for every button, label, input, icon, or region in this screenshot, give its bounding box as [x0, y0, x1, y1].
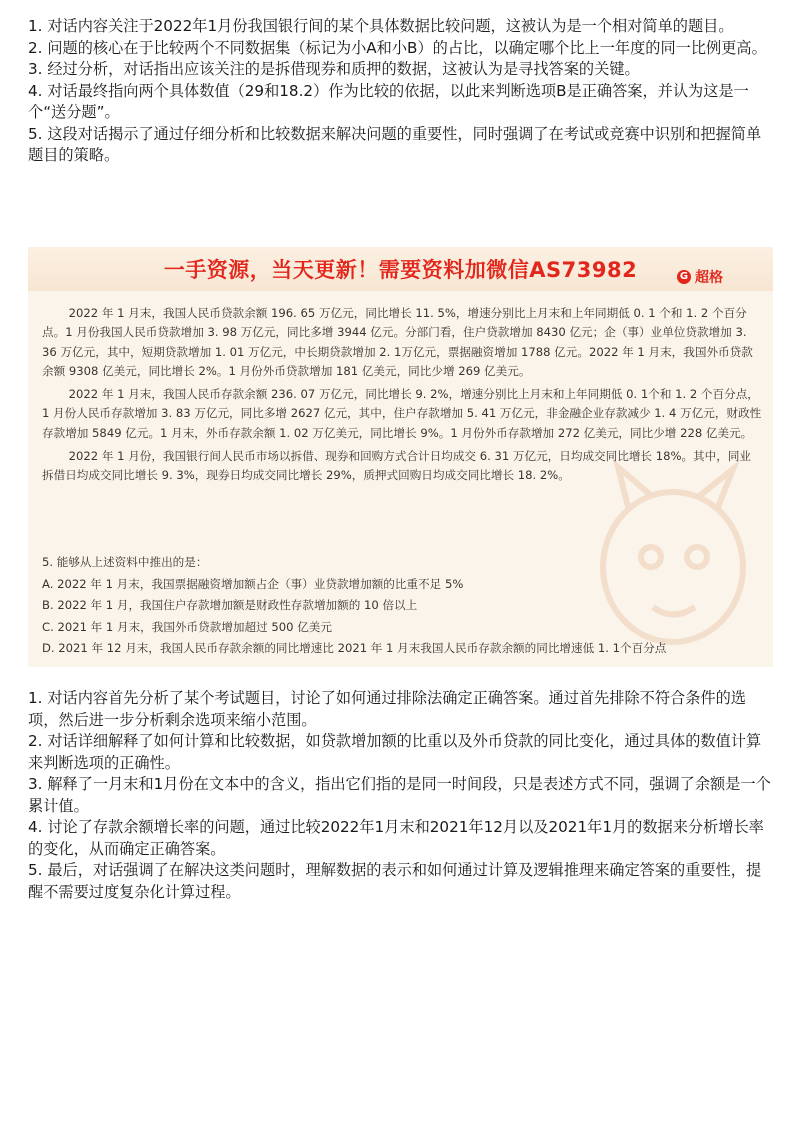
summary-top-item-5: 5. 这段对话揭示了通过仔细分析和比较数据来解决问题的重要性，同时强调了在考试或竞赛中识别和把握简单题目的策略。: [28, 124, 762, 164]
option-b: B. 2022 年 1 月，我国住户存款增加额是财政性存款增加额的 10 倍以上: [42, 598, 418, 612]
material-paragraph-3: 2022 年 1 月份，我国银行间人民币市场以拆借、现券和回购方式合计日均成交 6. 31 万亿元，日均成交同比增长 18%。其中，同业拆借日均成交同比增长 9. 3%，现券日均成交同比增长 29%，质押式回购日均成交同比增长 18. 2%。: [42, 449, 752, 483]
summary-top-item-2: 2. 问题的核心在于比较两个不同数据集（标记为小A和小B）的占比，以确定哪个比上一年度的同一比例更高。: [28, 38, 767, 57]
summary-bottom-item-4: 4. 讨论了存款余额增长率的问题，通过比较2022年1月末和2021年12月以及2021年1月的数据来分析增长率的变化，从而确定正确答案。: [28, 818, 764, 858]
promo-banner: [28, 247, 773, 291]
scanned-question-image: [28, 247, 773, 667]
banner-text: 一手资源，当天更新！需要资料加微信AS73982: [163, 258, 638, 282]
material-paragraph-2: 2022 年 1 月末，我国人民币存款余额 236. 07 万亿元，同比增长 9. 2%，增速分别比上月末和上年同期低 0. 1个和 1. 2 个百分点，1 月份人民币存款增加 3. 83 万亿元，同比多增 2627 亿元，其中，住户存款增加 5. 41 万亿元，非金融企业存款减少 1. 4 万亿元，财政性存款增加 5849 亿元。1 月末，外币存款余额 1. 02 万亿美元，同比增长 9%。1 月份外币存款增加 272 亿美元，同比少增 228 亿美元。: [42, 387, 762, 440]
summary-top: [28, 16, 776, 167]
summary-top-item-3: 3. 经过分析，对话指出应该关注的是拆借现券和质押的数据，这被认为是寻找答案的关键。: [28, 60, 640, 78]
summary-bottom-item-5: 5. 最后，对话强调了在解决这类问题时，理解数据的表示和如何通过计算及逻辑推理来确定答案的重要性，提醒不需要过度复杂化计算过程。: [28, 861, 762, 901]
brand-name: 超格: [695, 270, 723, 286]
material-paragraph-1: 2022 年 1 月末，我国人民币贷款余额 196. 65 万亿元，同比增长 11. 5%，增速分别比上月末和上年同期低 0. 1 个和 1. 2 个百分点。1 月份我国人民币贷款增加 3. 98 万亿元，同比多增 3944 亿元。分部门看，住户贷款增加 8430 亿元；企（事）业单位贷款增加 3. 36 万亿元，其中，短期贷款增加 1. 01 万亿元，中长期贷款增加 2. 1万亿元，票据融资增加 1788 亿元。2022 年 1 月末，我国外币贷款余额 9308 亿美元，同比增长 2%。1 月份外币贷款增加 181 亿美元，同比少增 269 亿美元。: [42, 306, 753, 378]
summary-top-item-4: 4. 对话最终指向两个具体数值（29和18.2）作为比较的依据，以此来判断选项B是正确答案，并认为这是一个“送分题”。: [28, 81, 749, 121]
summary-bottom-item-1: 1. 对话内容首先分析了某个考试题目，讨论了如何通过排除法确定正确答案。通过首先排除不符合条件的选项，然后进一步分析剩余选项来缩小范围。: [28, 689, 746, 729]
summary-bottom-item-3: 3. 解释了一月末和1月份在文本中的含义，指出它们指的是同一时间段，只是表述方式不同，强调了余额是一个累计值。: [28, 775, 771, 815]
summary-bottom: [28, 688, 776, 903]
brand-logo: [677, 267, 723, 287]
option-a: A. 2022 年 1 月末，我国票据融资增加额占企（事）业贷款增加额的比重不足 5%: [42, 576, 464, 591]
summary-top-item-1: 1. 对话内容关注于2022年1月份我国银行间的某个具体数据比较问题，这被认为是一个相对简单的题目。: [28, 17, 734, 35]
option-d: D. 2021 年 12 月末，我国人民币存款余额的同比增速比 2021 年 1 月末我国人民币存款余额的同比增速低 1. 1个百分点: [42, 641, 667, 655]
summary-bottom-item-2: 2. 对话详细解释了如何计算和比较数据，如贷款增加额的比重以及外币贷款的同比变化，通过具体的数值计算来判断选项的正确性。: [28, 732, 762, 772]
question-title: 5. 能够从上述资料中推出的是：: [42, 555, 208, 569]
brand-logo-icon: G: [677, 270, 691, 284]
question-block: [42, 552, 762, 660]
option-c: C. 2021 年 1 月末，我国外币贷款增加超过 500 亿美元: [42, 619, 332, 634]
material-text: [42, 304, 762, 490]
